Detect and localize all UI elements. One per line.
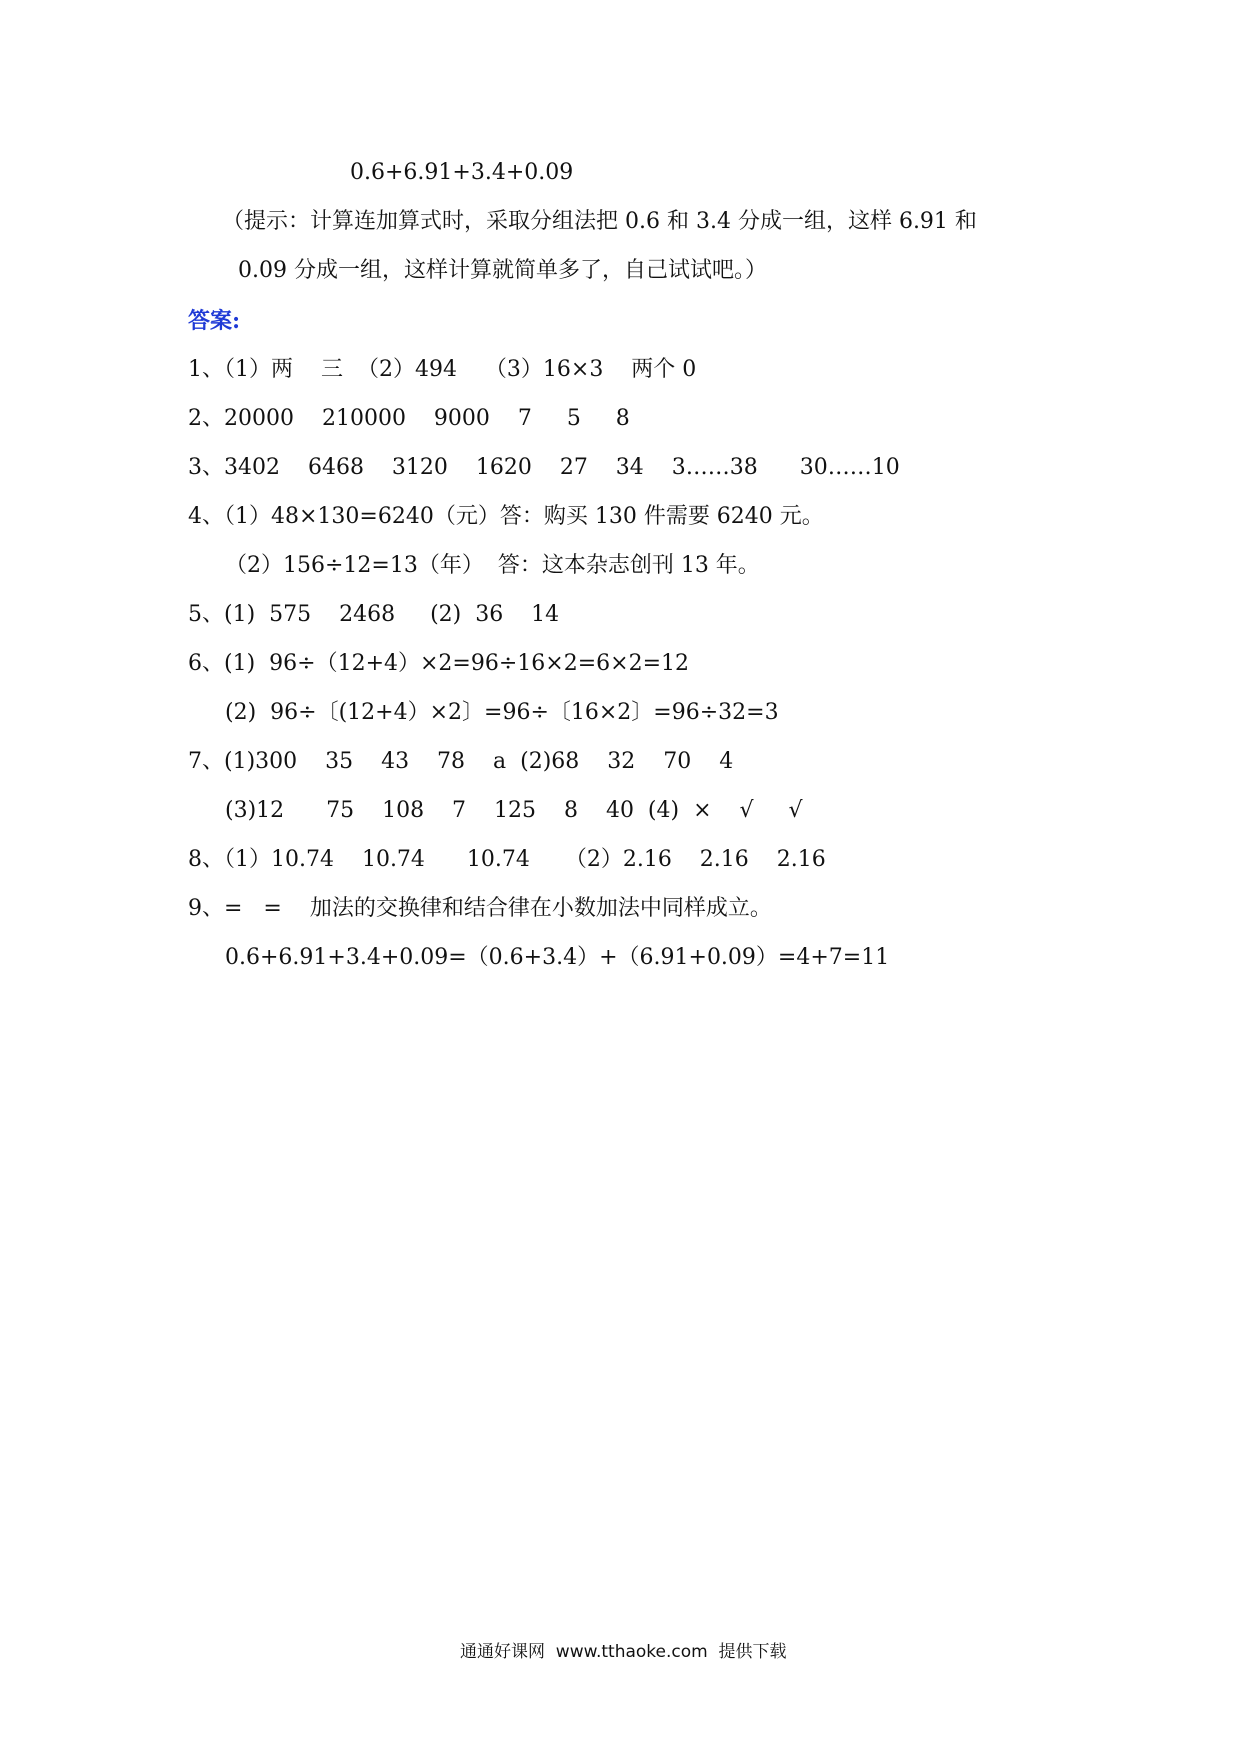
- answers-heading: 答案:: [188, 308, 241, 334]
- answer-line-9b: 0.6+6.91+3.4+0.09=（0.6+3.4）+（6.91+0.09）=4+7=11: [225, 945, 890, 970]
- problem-expression: 0.6+6.91+3.4+0.09: [350, 160, 574, 185]
- problem-hint-line-1: （提示：计算连加算式时，采取分组法把 0.6 和 3.4 分成一组，这样 6.91 和: [222, 209, 977, 234]
- answer-line-1: 1、（1）两 三 （2）494 （3）16×3 两个 0: [188, 357, 697, 382]
- answer-line-7b: (3)12 75 108 7 125 8 40 (4) × √ √: [225, 798, 803, 823]
- answer-line-4: 4、（1）48×130=6240（元）答：购买 130 件需要 6240 元。: [188, 504, 824, 529]
- answer-line-8: 8、（1）10.74 10.74 10.74 （2）2.16 2.16 2.16: [188, 847, 826, 872]
- answer-line-5: 5、(1) 575 2468 (2) 36 14: [188, 602, 560, 627]
- answer-line-3: 3、3402 6468 3120 1620 27 34 3……38 30……10: [188, 455, 900, 480]
- footer-source: 通通好课网 www.tthaoke.com 提供下载: [460, 1642, 787, 1662]
- problem-hint-line-2: 0.09 分成一组，这样计算就简单多了，自己试试吧。）: [238, 258, 767, 283]
- answer-line-4b: （2）156÷12=13（年） 答：这本杂志创刊 13 年。: [225, 553, 760, 578]
- answer-line-2: 2、20000 210000 9000 7 5 8: [188, 406, 630, 431]
- answer-line-6b: (2) 96÷〔(12+4）×2〕=96÷〔16×2〕=96÷32=3: [225, 700, 779, 725]
- answer-line-6: 6、(1) 96÷（12+4）×2=96÷16×2=6×2=12: [188, 651, 690, 676]
- answer-line-7: 7、(1)300 35 43 78 a (2)68 32 70 4: [188, 749, 734, 774]
- answer-line-9: 9、= = 加法的交换律和结合律在小数加法中同样成立。: [188, 896, 772, 921]
